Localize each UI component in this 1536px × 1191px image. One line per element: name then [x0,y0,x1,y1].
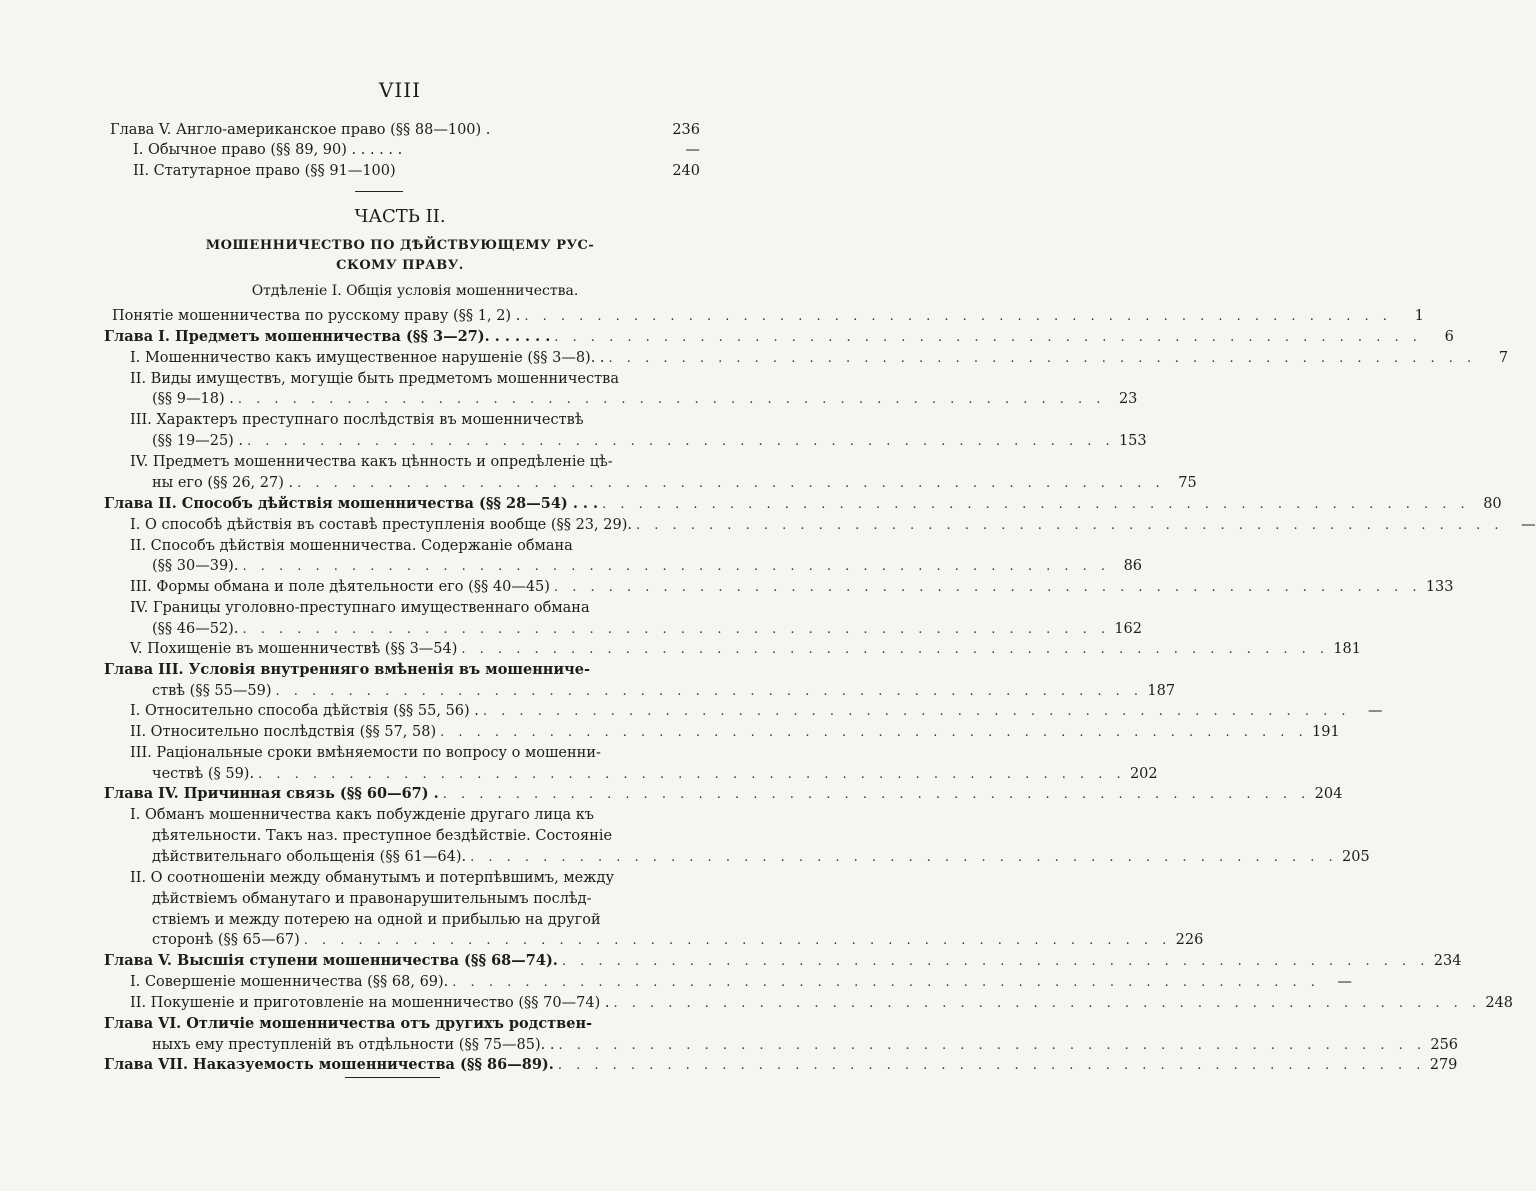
toc-page: 205 [1342,849,1370,865]
toc-page: 75 [1178,475,1197,491]
toc-page: 248 [1485,995,1514,1011]
toc-label: Глава VII. Наказуемость мошенничества (§§ 86—89). [104,1056,554,1073]
toc-entry: ствѣ (§§ 55—59) . . . . . . . . . . . . . . . . . . . . . . . . . . . . . . . . . . . . . . . . . . . . . . . . 187 [152,683,1176,699]
toc-label: I. Обманъ мошенничества какъ побужденіе другаго лица къ [130,807,595,823]
toc-label: III. Формы обмана и поле дѣятельности его (§§ 40—45) [130,579,550,595]
toc-page: 80 [1483,496,1502,512]
toc-label: (§§ 9—18) . [152,391,234,407]
toc-label: I. Мошенничество какъ имущественное нарушеніе (§§ 3—8). . [130,350,605,366]
toc-entry [130,598,700,618]
toc-page: 202 [1129,766,1158,782]
toc-page: — [1337,974,1352,990]
toc-label: ныхъ ему преступленій въ отдѣльности (§§ 75—85). . [152,1037,555,1053]
toc-label: Глава V. Высшія ступени мошенничества (§§ 68—74). [104,952,558,969]
toc-entry: (§§ 46—52). . . . . . . . . . . . . . . . . . . . . . . . . . . . . . . . . . . . . . . . . . . . . . . . . 162 [152,621,1143,637]
toc-entry: Глава V. Высшія ступени мошенничества (§§ 68—74). . . . . . . . . . . . . . . . . . . . . . . . . . . . . . . . . . . . . . . . . . . . . . . . . 234 [104,952,1462,969]
toc-label: сторонѣ (§§ 65—67) [152,932,300,948]
toc-entry [130,805,700,825]
toc-label: дѣйствительнаго обольщенія (§§ 61—64). [152,849,467,865]
toc-label: IV. Предметъ мошенничества какъ цѣнность и опредѣленіе цѣ- [130,454,613,470]
toc-entry [104,660,700,680]
toc-label: I. Обычное право (§§ 89, 90) . . . . . . [133,142,403,158]
toc-page: 256 [1430,1037,1459,1053]
toc-page: 236 [672,122,700,138]
toc-entry: (§§ 19—25) . . . . . . . . . . . . . . . . . . . . . . . . . . . . . . . . . . . . . . . . . . . . . . . . . 153 [152,433,1147,449]
toc-page: 133 [1425,579,1454,595]
toc-label: II. Способъ дѣйствія мошенничества. Содержаніе обмана [130,538,573,554]
toc-label: (§§ 19—25) . [152,433,244,449]
toc-page: 181 [1333,641,1361,657]
toc-entry: чествѣ (§ 59). . . . . . . . . . . . . . . . . . . . . . . . . . . . . . . . . . . . . . . . . . . . . . . . . 202 [152,766,1158,782]
toc-label: II. Относительно послѣдствія (§§ 57, 58) [130,724,437,740]
toc-label: дѣятельности. Такъ наз. преступное бездѣйствіе. Состояніе [152,828,613,844]
toc-label: (§§ 46—52). [152,621,239,637]
toc-label: I. Совершеніе мошенничества (§§ 68, 69). [130,974,449,990]
section-title: Отдѣленіе I. Общія условія мошенничества. [251,283,579,299]
toc-entry [133,161,700,181]
toc-entry [130,536,700,556]
toc-label: (§§ 30—39). [152,558,239,574]
end-divider [345,1077,440,1078]
toc-label: III. Характеръ преступнаго послѣдствія въ мошенничествѣ [130,412,584,428]
toc-entry: Глава VII. Наказуемость мошенничества (§§ 86—89). . . . . . . . . . . . . . . . . . . . . . . . . . . . . . . . . . . . . . . . . . . . . . . . . 279 [104,1056,1458,1073]
toc-entry [130,868,700,888]
toc-entry [110,120,700,140]
toc-label: Понятіе мошенничества по русскому праву (§§ 1, 2) . [112,308,521,324]
toc-page: 7 [1498,350,1509,366]
toc-entry: дѣйствительнаго обольщенія (§§ 61—64). . . . . . . . . . . . . . . . . . . . . . . . . . . . . . . . . . . . . . . . . . . . . . . . . 205 [152,849,1370,865]
toc-entry [152,910,700,930]
toc-label: I. О способѣ дѣйствія въ составѣ преступленія вообще (§§ 23, 29). [130,517,632,533]
toc-entry: Глава II. Способъ дѣйствія мошенничества (§§ 28—54) . . . . . . . . . . . . . . . . . . . . . . . . . . . . . . . . . . . . . . . . . . . . . . . . . . . 80 [104,495,1502,512]
toc-entry [130,743,700,763]
toc-page: — [685,142,700,158]
toc-entry: I. Совершеніе мошенничества (§§ 68, 69). . . . . . . . . . . . . . . . . . . . . . . . . . . . . . . . . . . . . . . . . . . . . . . . . — [130,974,1352,990]
toc-entry: Глава IV. Причинная связь (§§ 60—67) . . . . . . . . . . . . . . . . . . . . . . . . . . . . . . . . . . . . . . . . . . . . . . . . . 204 [104,785,1343,802]
toc-entry: ныхъ ему преступленій въ отдѣльности (§§ 75—85). . . . . . . . . . . . . . . . . . . . . . . . . . . . . . . . . . . . . . . . . . . . . . . . . . 256 [152,1037,1459,1053]
toc-page: 23 [1118,391,1138,407]
toc-entry: I. Мошенничество какъ имущественное нарушеніе (§§ 3—8). . . . . . . . . . . . . . . . . . . . . . . . . . . . . . . . . . . . . . . . . . . . . . . . . . 7 [130,350,1509,366]
toc-entry [152,826,700,846]
toc-entry: V. Похищеніе въ мошенничествѣ (§§ 3—54) . . . . . . . . . . . . . . . . . . . . . . . . . . . . . . . . . . . . . . . . . . . . . . . . 181 [130,641,1361,657]
toc-page: 6 [1444,329,1454,345]
toc-entry: I. О способѣ дѣйствія въ составѣ преступленія вообще (§§ 23, 29). . . . . . . . . . . . . . . . . . . . . . . . . . . . . . . . . . . . . . . . . . . . . . . . . — [130,517,1536,533]
toc-label: Глава V. Англо-американское право (§§ 88—100) . [110,122,491,138]
toc-label: Глава II. Способъ дѣйствія мошенничества (§§ 28—54) . . . [104,495,599,512]
toc-label: II. Статутарное право (§§ 91—100) [133,163,396,179]
toc-label: Глава III. Условія внутренняго вмѣненія въ мошенниче- [104,661,591,678]
toc-entry: III. Формы обмана и поле дѣятельности его (§§ 40—45) . . . . . . . . . . . . . . . . . . . . . . . . . . . . . . . . . . . . . . . . . . . . . . . . 133 [130,579,1454,595]
toc-page: 204 [1314,786,1343,802]
toc-entry [130,369,700,389]
toc-label: V. Похищеніе въ мошенничествѣ (§§ 3—54) [130,641,458,657]
toc-page: 240 [672,163,700,179]
toc-entry: Глава I. Предметъ мошенничества (§§ 3—27). . . . . . . . . . . . . . . . . . . . . . . . . . . . . . . . . . . . . . . . . . . . . . . . . . . . . . . 6 [104,328,1454,345]
toc-label: Глава VI. Отличіе мошенничества отъ другихъ родствен- [104,1015,593,1032]
toc-entry: II. Относительно послѣдствія (§§ 57, 58) . . . . . . . . . . . . . . . . . . . . . . . . . . . . . . . . . . . . . . . . . . . . . . . . 191 [130,724,1340,740]
toc-page: 191 [1312,724,1340,740]
toc-label: III. Раціональные сроки вмѣняемости по вопросу о мошенни- [130,745,601,761]
toc-label: II. О соотношеніи между обманутымъ и потерпѣвшимъ, между [130,870,614,886]
toc-label: II. Покушеніе и приготовленіе на мошенничество (§§ 70—74) . [130,995,610,1011]
toc-page: 1 [1414,308,1424,324]
divider [355,191,403,192]
toc-label: IV. Границы уголовно-преступнаго имущественнаго обмана [130,600,590,616]
toc-entry: сторонѣ (§§ 65—67) . . . . . . . . . . . . . . . . . . . . . . . . . . . . . . . . . . . . . . . . . . . . . . . . 226 [152,932,1204,948]
toc-page: 226 [1175,932,1204,948]
toc-page: 162 [1114,621,1143,637]
part-subtitle-line2: СКОМУ ПРАВУ. [336,258,464,273]
toc-label: Глава IV. Причинная связь (§§ 60—67) . [104,785,439,802]
toc-label: ны его (§§ 26, 27) . [152,475,294,491]
toc-page: — [1521,517,1536,533]
toc-label: ствіемъ и между потерею на одной и прибылью на другой [152,912,601,928]
toc-entry: ны его (§§ 26, 27) . . . . . . . . . . . . . . . . . . . . . . . . . . . . . . . . . . . . . . . . . . . . . . . . . 75 [152,475,1197,491]
toc-entry [130,452,700,472]
toc-entry: Понятіе мошенничества по русскому праву (§§ 1, 2) . . . . . . . . . . . . . . . . . . . . . . . . . . . . . . . . . . . . . . . . . . . . . . . . . 1 [112,308,1424,324]
toc-label: ствѣ (§§ 55—59) [152,683,272,699]
toc-entry: I. Относительно способа дѣйствія (§§ 55, 56) . . . . . . . . . . . . . . . . . . . . . . . . . . . . . . . . . . . . . . . . . . . . . . . . . — [130,703,1383,719]
toc-page: — [1367,703,1383,719]
toc-label: дѣйствіемъ обманутаго и правонарушительнымъ послѣд- [152,891,592,907]
page-number: VIII [378,78,422,102]
toc-entry: II. Покушеніе и приготовленіе на мошенничество (§§ 70—74) . . . . . . . . . . . . . . . . . . . . . . . . . . . . . . . . . . . . . . . . . . . . . . . . . 248 [130,995,1514,1011]
toc-page: 86 [1123,558,1143,574]
part-title: ЧАСТЬ II. [354,206,446,227]
toc-entry: (§§ 9—18) . . . . . . . . . . . . . . . . . . . . . . . . . . . . . . . . . . . . . . . . . . . . . . . . . 23 [152,391,1138,407]
toc-entry [104,1014,700,1034]
toc-label: Глава I. Предметъ мошенничества (§§ 3—27). . . . . . . [104,328,551,345]
toc-page: 153 [1118,433,1147,449]
toc-entry [133,140,700,160]
toc-entry: (§§ 30—39). . . . . . . . . . . . . . . . . . . . . . . . . . . . . . . . . . . . . . . . . . . . . . . . . 86 [152,558,1143,574]
toc-label: I. Относительно способа дѣйствія (§§ 55, 56) . [130,703,479,719]
toc-entry [130,410,700,430]
toc-label: II. Виды имуществъ, могущіе быть предметомъ мошенничества [130,371,619,387]
toc-page: 187 [1147,683,1176,699]
part-subtitle-line1: МОШЕННИЧЕСТВО ПО ДѢЙСТВУЮЩЕМУ РУС- [205,238,595,253]
toc-page: 279 [1429,1057,1458,1073]
toc-entry [152,889,700,909]
toc-page: 234 [1433,953,1462,969]
toc-label: чествѣ (§ 59). [152,766,255,782]
